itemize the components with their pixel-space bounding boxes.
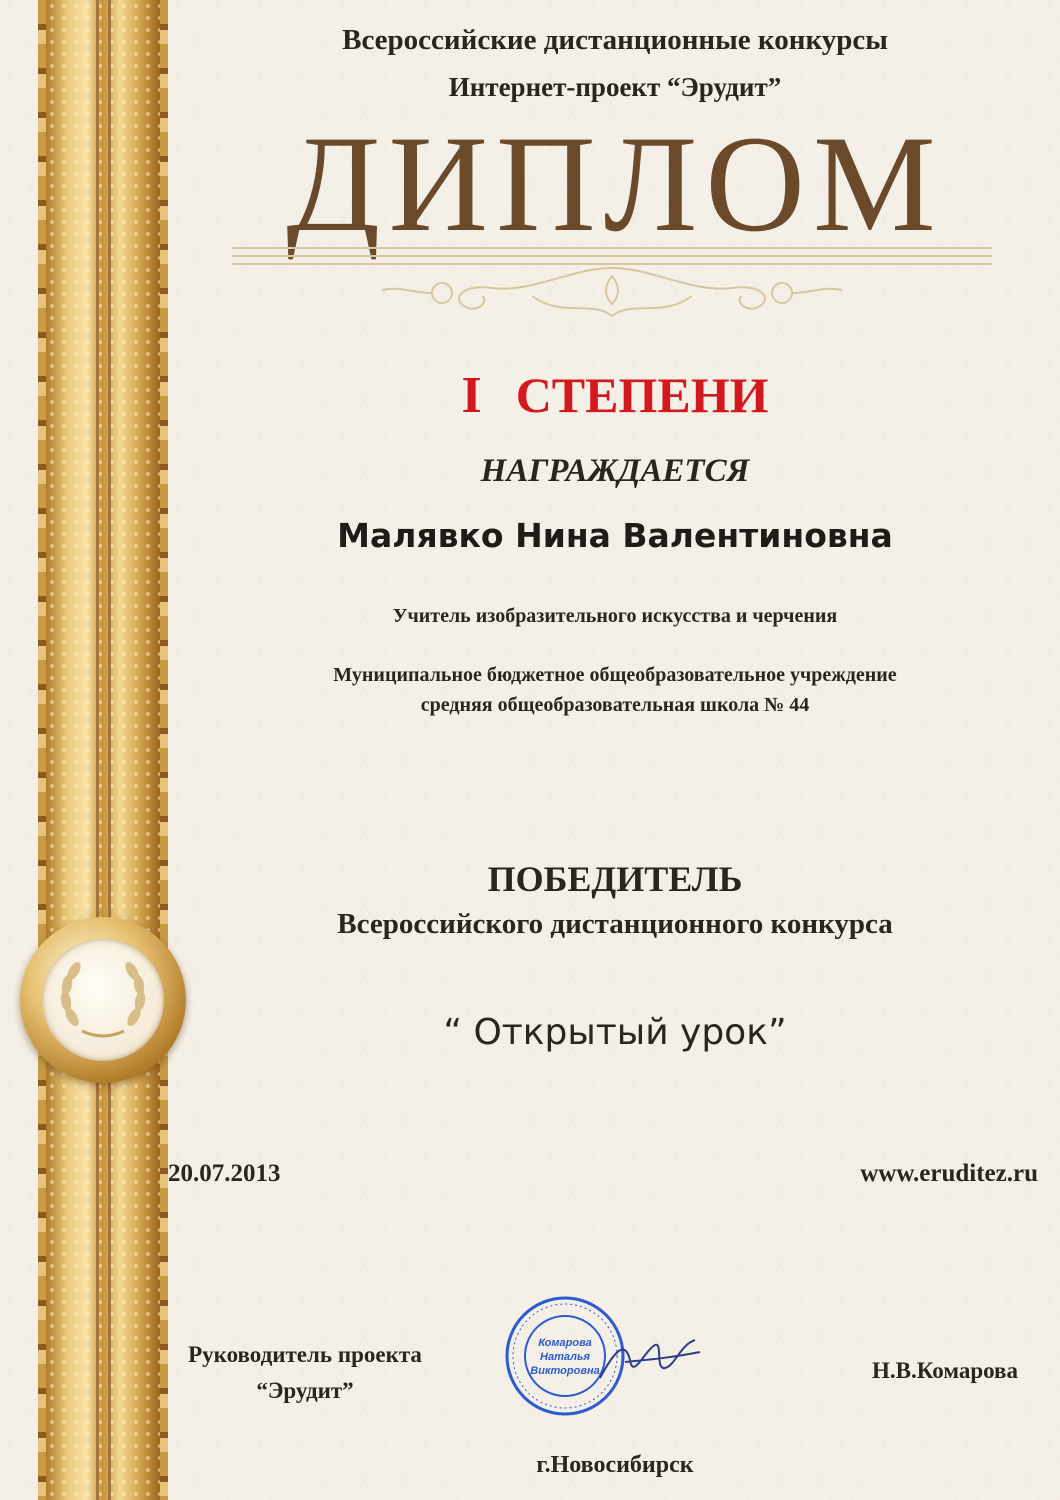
diploma-title: ДИПЛОМ	[286, 107, 944, 260]
stamp-text-2: Наталья	[540, 1351, 590, 1363]
gold-medal	[20, 917, 186, 1083]
header-line-1: Всероссийские дистанционные конкурсы	[342, 24, 888, 56]
ribbon-band	[46, 0, 160, 1500]
official-stamp	[505, 1290, 705, 1430]
ribbon-edge-right	[160, 0, 168, 1500]
ribbon-edge-left	[38, 0, 46, 1500]
stamp-text-1: Комарова	[538, 1337, 592, 1349]
gold-ribbon	[38, 0, 168, 1500]
stamp-text-3: Викторовна	[530, 1365, 600, 1377]
organization-line-2: средняя общеобразовательная школа № 44	[420, 694, 810, 716]
ribbon-stripe	[108, 0, 111, 1500]
degree-line	[170, 366, 1060, 425]
title-ornament	[232, 238, 992, 328]
header-line-2: Интернет-проект “Эрудит”	[448, 72, 782, 102]
degree-word: СТЕПЕНИ	[515, 367, 769, 423]
recipient-position: Учитель изобразительного искусства и черчения	[392, 605, 838, 627]
recipient-name: Малявко Нина Валентиновна	[337, 516, 893, 555]
awarded-label: НАГРАЖДАЕТСЯ	[480, 453, 750, 489]
contest-name: Всероссийского дистанционного конкурса	[337, 908, 893, 940]
winner-status: ПОБЕДИТЕЛЬ	[487, 859, 743, 899]
degree-roman: I	[461, 367, 482, 424]
organization-line-1: Муниципальное бюджетное общеобразовательное учреждение	[333, 664, 897, 686]
city-name: г.Новосибирск	[536, 1452, 694, 1478]
signer-name: Н.В.Комарова	[872, 1358, 1018, 1383]
laurel-wreath-icon	[42, 939, 164, 1061]
nomination-title: “ Открытый урок”	[443, 1012, 787, 1053]
signer-role-line-1: Руководитель проекта	[188, 1342, 422, 1367]
website-link[interactable]: www.eruditez.ru	[860, 1160, 1038, 1187]
signer-role-line-2: “Эрудит”	[256, 1378, 354, 1403]
issue-date: 20.07.2013	[168, 1160, 281, 1187]
ribbon-stripe	[96, 0, 99, 1500]
signature-scribble	[600, 1340, 700, 1378]
